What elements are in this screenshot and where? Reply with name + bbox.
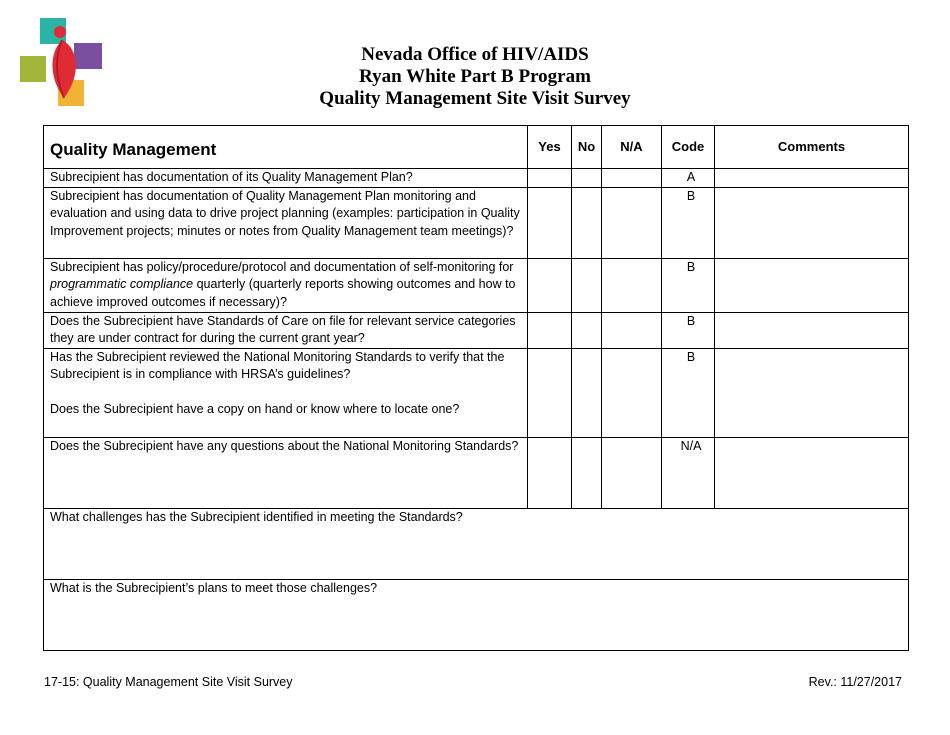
na-cell[interactable] — [602, 187, 662, 258]
header-program: Ryan White Part B Program — [359, 66, 591, 87]
open-question-plans[interactable]: What is the Subrecipient’s plans to meet those challenges? — [44, 579, 909, 650]
comments-cell[interactable] — [715, 348, 909, 437]
na-cell[interactable] — [602, 169, 662, 188]
question-part-two: Does the Subrecipient have a copy on hand or know where to locate one? — [50, 402, 460, 416]
no-cell[interactable] — [572, 187, 602, 258]
question-part-one: Has the Subrecipient reviewed the National Monitoring Standards to verify that the Subrecipient is in compliance with HRSA’s guidelines? — [50, 349, 505, 381]
na-cell[interactable] — [602, 312, 662, 348]
no-cell[interactable] — [572, 348, 602, 437]
no-cell[interactable] — [572, 437, 602, 508]
na-cell[interactable] — [602, 258, 662, 312]
yes-cell[interactable] — [528, 437, 572, 508]
code-cell: B — [662, 258, 715, 312]
column-code: Code — [662, 126, 715, 169]
question-text — [44, 258, 528, 312]
table-row — [44, 312, 909, 348]
footer-form-id: 17-15: Quality Management Site Visit Survey — [44, 675, 293, 689]
code-cell: B — [662, 312, 715, 348]
yes-cell[interactable] — [528, 258, 572, 312]
column-comments: Comments — [715, 126, 909, 169]
footer-revision: Rev.: 11/27/2017 — [808, 675, 902, 689]
table-row — [44, 258, 909, 312]
code-cell: B — [662, 187, 715, 258]
comments-cell[interactable] — [715, 169, 909, 188]
question-text-part: quarterly (quarterly reports showing outcomes and how to achieve improved outcomes if necessary)? — [50, 277, 516, 309]
no-cell[interactable] — [572, 258, 602, 312]
yes-cell[interactable] — [528, 348, 572, 437]
table-row — [44, 437, 909, 508]
section-title: Quality Management — [44, 126, 528, 169]
na-cell[interactable] — [602, 437, 662, 508]
question-emphasis: programmatic compliance — [50, 277, 194, 291]
question-text: Subrecipient has documentation of Quality Management Plan monitoring and evaluation and using data to drive project planning (examples: participation in Quality Improvement projects; minutes or notes from Quality Management team meetings)? — [44, 187, 528, 258]
column-no: No — [572, 126, 602, 169]
question-text-part: Subrecipient has policy/procedure/protocol and documentation of self-monitoring for — [50, 259, 514, 274]
comments-cell[interactable] — [715, 187, 909, 258]
question-text: Does the Subrecipient have any questions about the National Monitoring Standards? — [44, 437, 528, 508]
document-header — [0, 44, 950, 110]
column-yes: Yes — [528, 126, 572, 169]
no-cell[interactable] — [572, 312, 602, 348]
na-cell[interactable] — [602, 348, 662, 437]
table-row — [44, 348, 909, 437]
comments-cell[interactable] — [715, 437, 909, 508]
yes-cell[interactable] — [528, 169, 572, 188]
question-text: Subrecipient has documentation of its Quality Management Plan? — [44, 169, 528, 188]
comments-cell[interactable] — [715, 312, 909, 348]
table-header-row — [44, 126, 909, 169]
question-text: Does the Subrecipient have Standards of Care on file for relevant service categories they are under contract for during the current grant year? — [44, 312, 528, 348]
code-cell: N/A — [662, 437, 715, 508]
question-text — [44, 348, 528, 437]
header-survey-title: Quality Management Site Visit Survey — [319, 88, 631, 109]
yes-cell[interactable] — [528, 312, 572, 348]
comments-cell[interactable] — [715, 258, 909, 312]
open-question-row[interactable] — [44, 508, 909, 579]
paragraph-spacer — [50, 384, 527, 402]
yes-cell[interactable] — [528, 187, 572, 258]
code-cell: B — [662, 348, 715, 437]
no-cell[interactable] — [572, 169, 602, 188]
survey-table — [43, 125, 909, 651]
table-row — [44, 187, 909, 258]
column-na: N/A — [602, 126, 662, 169]
open-question-row[interactable] — [44, 579, 909, 650]
header-org: Nevada Office of HIV/AIDS — [361, 44, 589, 65]
code-cell: A — [662, 169, 715, 188]
open-question-challenges[interactable]: What challenges has the Subrecipient identified in meeting the Standards? — [44, 508, 909, 579]
table-row — [44, 169, 909, 188]
